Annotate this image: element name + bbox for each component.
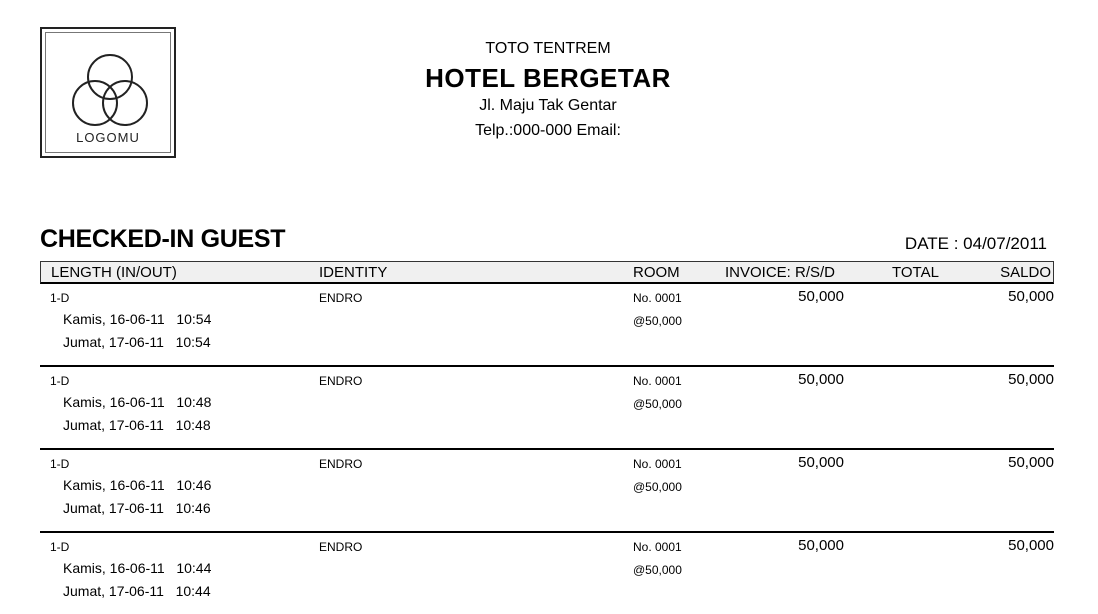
checkout-datetime: Jumat, 17-06-11 10:54 (63, 334, 211, 350)
guest-identity: ENDRO (319, 540, 363, 554)
checkin-datetime: Kamis, 16-06-11 10:48 (63, 394, 212, 410)
hotel-name: HOTEL BERGETAR (425, 63, 671, 93)
room-number: No. 0001 (633, 457, 682, 471)
invoice-amount: 50,000 (798, 371, 844, 388)
invoice-amount: 50,000 (798, 537, 844, 554)
hotel-address: Jl. Maju Tak Gentar (479, 97, 617, 114)
logo-circles-icon (64, 47, 156, 137)
logo-text: LOGOMU (76, 130, 140, 145)
column-header-length: LENGTH (IN/OUT) (51, 264, 177, 281)
stay-length: 1-D (50, 457, 70, 471)
organization-name: TOTO TENTREM (485, 40, 611, 57)
saldo-amount: 50,000 (1008, 288, 1054, 305)
stay-length: 1-D (50, 540, 70, 554)
saldo-amount: 50,000 (1008, 454, 1054, 471)
guest-table-body (40, 284, 1054, 614)
report-title: CHECKED-IN GUEST (40, 225, 286, 253)
stay-length: 1-D (50, 291, 70, 305)
saldo-amount: 50,000 (1008, 371, 1054, 388)
report-date: DATE : 04/07/2011 (904, 234, 1047, 253)
column-header-saldo: SALDO (1000, 264, 1051, 281)
checkout-datetime: Jumat, 17-06-11 10:46 (63, 500, 211, 516)
checkin-datetime: Kamis, 16-06-11 10:44 (63, 560, 212, 576)
hotel-contact: Telp.:000-000 Email: (475, 122, 621, 139)
room-rate: @50,000 (633, 563, 682, 577)
checkin-datetime: Kamis, 16-06-11 10:46 (63, 477, 212, 493)
column-header-total: TOTAL (892, 264, 939, 281)
hotel-logo (40, 27, 176, 158)
column-header-invoice: INVOICE: R/S/D (725, 264, 836, 281)
room-rate: @50,000 (633, 480, 682, 494)
room-number: No. 0001 (633, 291, 682, 305)
room-rate: @50,000 (633, 397, 682, 411)
table-row (40, 448, 1054, 531)
table-row (40, 531, 1054, 614)
checkout-datetime: Jumat, 17-06-11 10:48 (63, 417, 211, 433)
invoice-amount: 50,000 (798, 454, 844, 471)
table-row (40, 365, 1054, 448)
guest-identity: ENDRO (319, 457, 363, 471)
guest-identity: ENDRO (319, 291, 363, 305)
saldo-amount: 50,000 (1008, 537, 1054, 554)
room-number: No. 0001 (633, 374, 682, 388)
stay-length: 1-D (50, 374, 70, 388)
guest-identity: ENDRO (319, 374, 363, 388)
room-rate: @50,000 (633, 314, 682, 328)
column-header-room: ROOM (633, 264, 680, 281)
column-header-identity: IDENTITY (319, 264, 388, 281)
invoice-amount: 50,000 (798, 288, 844, 305)
checkout-datetime: Jumat, 17-06-11 10:44 (63, 583, 211, 599)
table-header (40, 261, 1054, 284)
checkin-datetime: Kamis, 16-06-11 10:54 (63, 311, 212, 327)
room-number: No. 0001 (633, 540, 682, 554)
table-row (40, 284, 1054, 365)
